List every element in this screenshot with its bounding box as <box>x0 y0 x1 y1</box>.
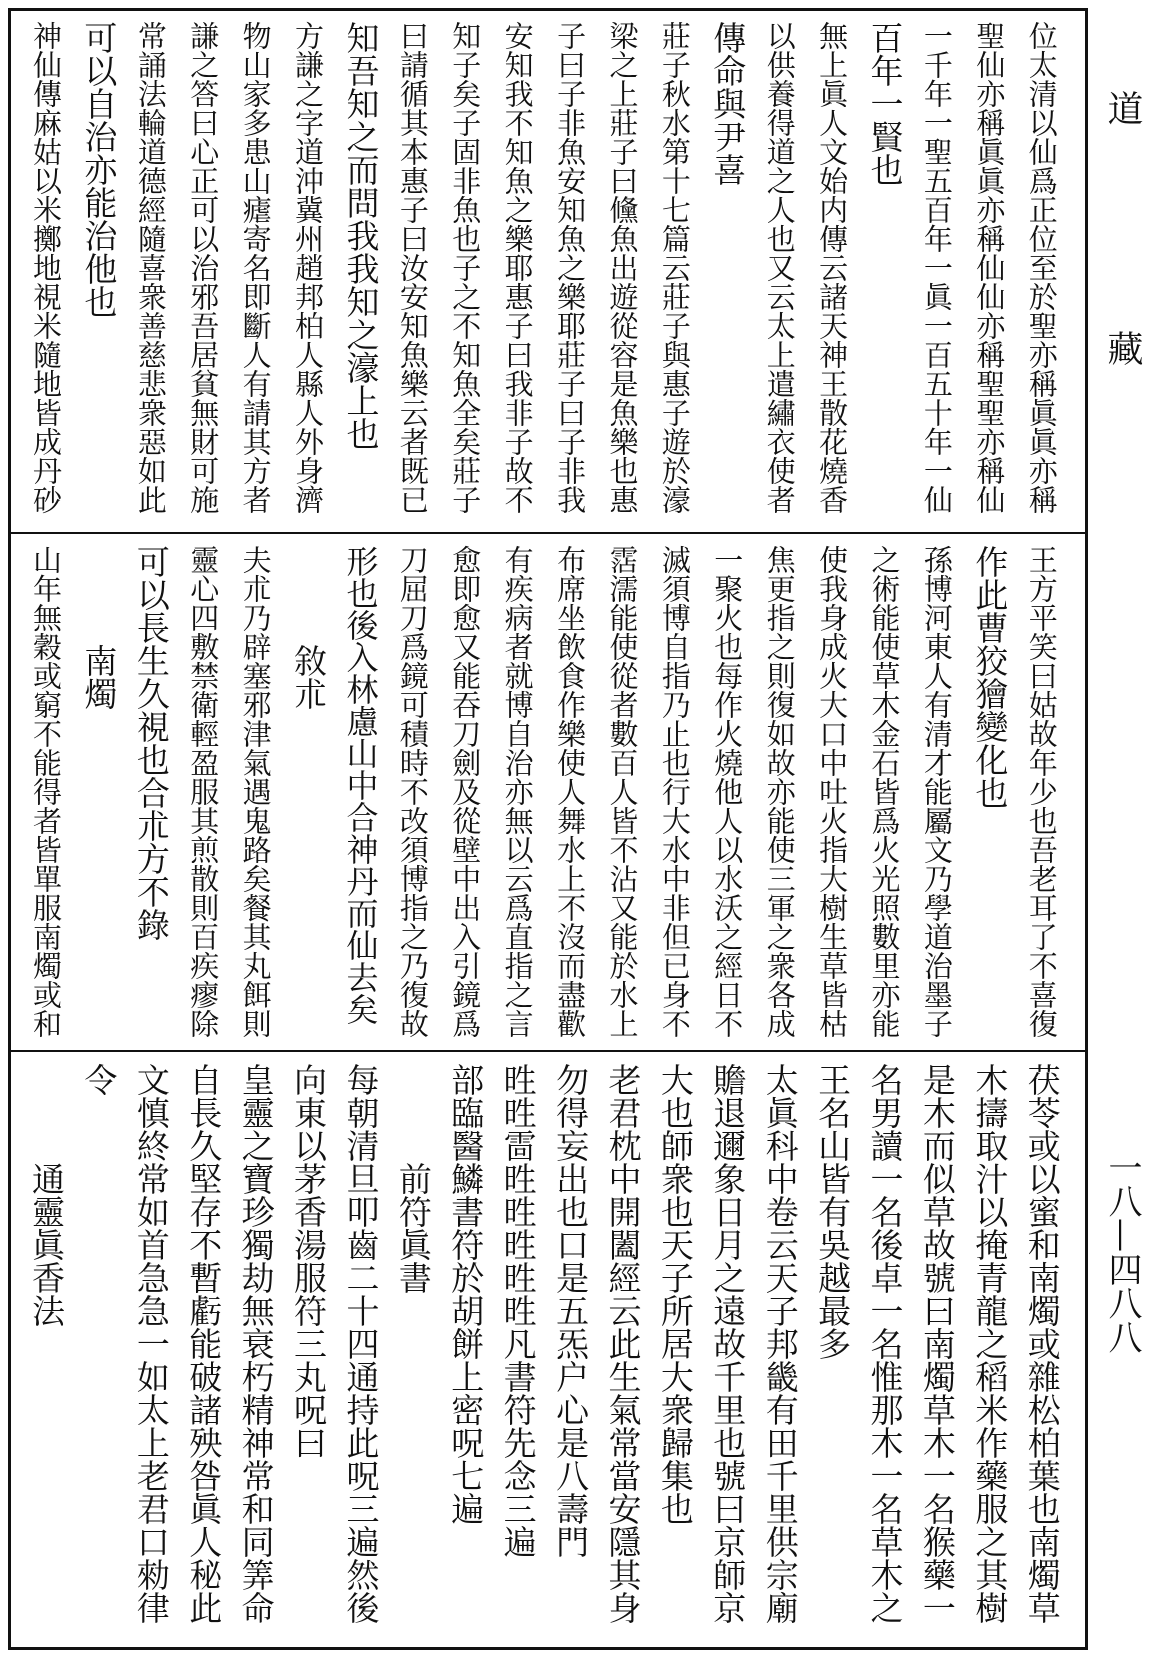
text-column: 可以自治亦能治他也 <box>79 21 119 318</box>
text-column: 通靈眞香法 <box>27 1063 66 1327</box>
text-column: 孫博河東人有清才能屬文乃學道治墨子 <box>919 545 954 1038</box>
text-column: 敘朮 <box>289 545 329 710</box>
text-column: 神仙傳麻姑以米擲地視米隨地皆成丹砂 <box>29 21 63 514</box>
section-top <box>11 11 1085 531</box>
text-column: 王方平笑曰姑故年少也吾老耳了不喜復 <box>1024 545 1059 1038</box>
text-column: 夫朮乃辟塞邪津氣遇鬼路矣餐其丸餌則 <box>238 545 273 1038</box>
section-middle-columns <box>21 545 1067 1039</box>
text-column: 使我身成火大口中吐火指大樹生草皆枯 <box>815 545 850 1038</box>
text-column: 南燭 <box>79 545 119 710</box>
text-column: 令 <box>79 1063 119 1096</box>
text-column: 滅須博自指乃止也行大水中非但已身不 <box>657 545 692 1038</box>
text-column: 木擣取汁以掩青龍之稻米作藥服之其樹 <box>970 1063 1010 1624</box>
text-column: 是木而似草故號曰南燭草木一名猴藥一 <box>917 1063 957 1624</box>
text-column: 刀屈刀爲鏡可積時不改須博指之乃復故 <box>395 545 430 1038</box>
text-column: 皇靈之寶珍獨劫無衰朽精神常和同筭命 <box>236 1063 276 1624</box>
text-column: 聖仙亦稱眞眞亦稱仙仙亦稱聖聖亦稱仙 <box>972 21 1007 514</box>
text-column: 部臨醫鱗書符於胡餅上密呪七遍 <box>446 1063 486 1525</box>
text-column: 前符眞書 <box>393 1063 433 1294</box>
text-column: 老君枕中開闔經云此生氣常當安隱其身 <box>603 1063 643 1624</box>
page-frame <box>8 8 1088 1650</box>
text-column: 之術能使草木金石皆爲火光照數里亦能 <box>867 545 902 1038</box>
text-column: 霑濡能使從者數百人皆不沾又能於水上 <box>605 545 640 1038</box>
text-column: 每朝清旦叩齒二十四通持此呪三遍然後 <box>341 1063 381 1624</box>
text-column: 安知我不知魚之樂耶惠子曰我非子故不 <box>500 21 535 514</box>
text-column: 文慎終常如首急急一如太上老君口勑律 <box>131 1063 171 1624</box>
text-column: 一聚火也每作火燒他人以水沃之經日不 <box>710 545 745 1038</box>
text-column: 茯苓或以蜜和南燭或雜松柏葉也南燭草 <box>1022 1063 1062 1624</box>
text-column: 王名山皆有吳越最多 <box>813 1063 853 1360</box>
text-column: 有疾病者就博自治亦無以云爲直指之言 <box>500 545 535 1038</box>
text-column: 名男讀一名後卓一名惟那木一名草木之 <box>865 1063 905 1624</box>
section-divider-2 <box>11 1050 1085 1052</box>
text-column: 無上眞人文始内傳云諸天神王散花燒香 <box>815 21 850 514</box>
text-column: 可以長生久視也合朮方不錄 <box>131 545 171 941</box>
text-column: 太眞科中卷云天子邦畿有田千里供宗廟 <box>760 1063 800 1624</box>
text-column: 向東以茅香湯服符三丸呪曰 <box>289 1063 329 1459</box>
text-column: 傳命與尹喜 <box>708 21 748 186</box>
text-column: 子曰子非魚安知魚之樂耶莊子曰子非我 <box>553 21 588 514</box>
margin-title-top: 道 <box>1102 90 1143 126</box>
text-column: 勿得妄出也口是五炁户心是八壽門 <box>551 1063 591 1558</box>
section-bottom <box>11 1053 1085 1647</box>
text-column: 梁之上莊子曰儵魚出遊從容是魚樂也惠 <box>605 21 640 514</box>
text-column: 贍退邇象日月之遠故千里也號曰京師京 <box>708 1063 748 1624</box>
text-column: 曰請循其本惠子曰汝安知魚樂云者既已 <box>395 21 430 514</box>
section-middle <box>11 535 1085 1049</box>
text-column: 大也師衆也天子所居大衆歸集也 <box>655 1063 695 1525</box>
text-column: 焦更指之則復如故亦能使三軍之衆各成 <box>762 545 797 1038</box>
text-column: 自長久堅存不暫虧能破諸殃咎眞人秘此 <box>184 1063 224 1624</box>
text-column: 作此曹狡獪變化也 <box>970 545 1010 809</box>
text-column: 知子矣子固非魚也子之不知魚全矣莊子 <box>448 21 483 514</box>
text-column: 謙之答曰心正可以治邪吾居貧無財可施 <box>186 21 221 514</box>
section-divider-1 <box>11 532 1085 534</box>
text-column: 物山家多患山瘧寄名即斷人有請其方者 <box>238 21 273 514</box>
text-column: 知吾知之而問我我知之濠上也 <box>341 21 381 450</box>
text-column: 常誦法輪道德經隨喜衆善慈悲衆惡如此 <box>133 21 168 514</box>
text-column: 山年無穀或窮不能得者皆單服南燭或和 <box>29 545 63 1038</box>
text-column: 百年一賢也 <box>865 21 905 186</box>
text-column: 方謙之字道沖冀州趙邦柏人縣人外身濟 <box>291 21 326 514</box>
text-column: 一千年一聖五百年一眞一百五十年一仙 <box>919 21 954 514</box>
text-column: 莊子秋水第十七篇云莊子與惠子遊於濠 <box>657 21 692 514</box>
margin-page-number: 一八—四八八 <box>1102 1150 1142 1354</box>
text-column: 以供養得道之人也又云太上遣繡衣使者 <box>762 21 797 514</box>
section-bottom-columns <box>21 1063 1067 1637</box>
text-column: 靈心四敷禁衛輕盈服其煎散則百疾瘳除 <box>186 545 221 1038</box>
margin-title-bottom: 藏 <box>1102 330 1143 366</box>
section-top-columns <box>21 21 1067 521</box>
text-column: 位太清以仙爲正位至於聖亦稱眞眞亦稱 <box>1024 21 1059 514</box>
text-column: 甠甠䨓甠甠甠甠甠凡書符先念三遍 <box>498 1063 538 1558</box>
text-column: 愈即愈又能吞刀劍及從壁中出入引鏡爲 <box>448 545 483 1038</box>
text-column: 布席坐飲食作樂使人舞水上不沒而盡歡 <box>553 545 588 1038</box>
text-column: 形也後入林慮山中合神丹而仙去矣 <box>341 545 380 1025</box>
